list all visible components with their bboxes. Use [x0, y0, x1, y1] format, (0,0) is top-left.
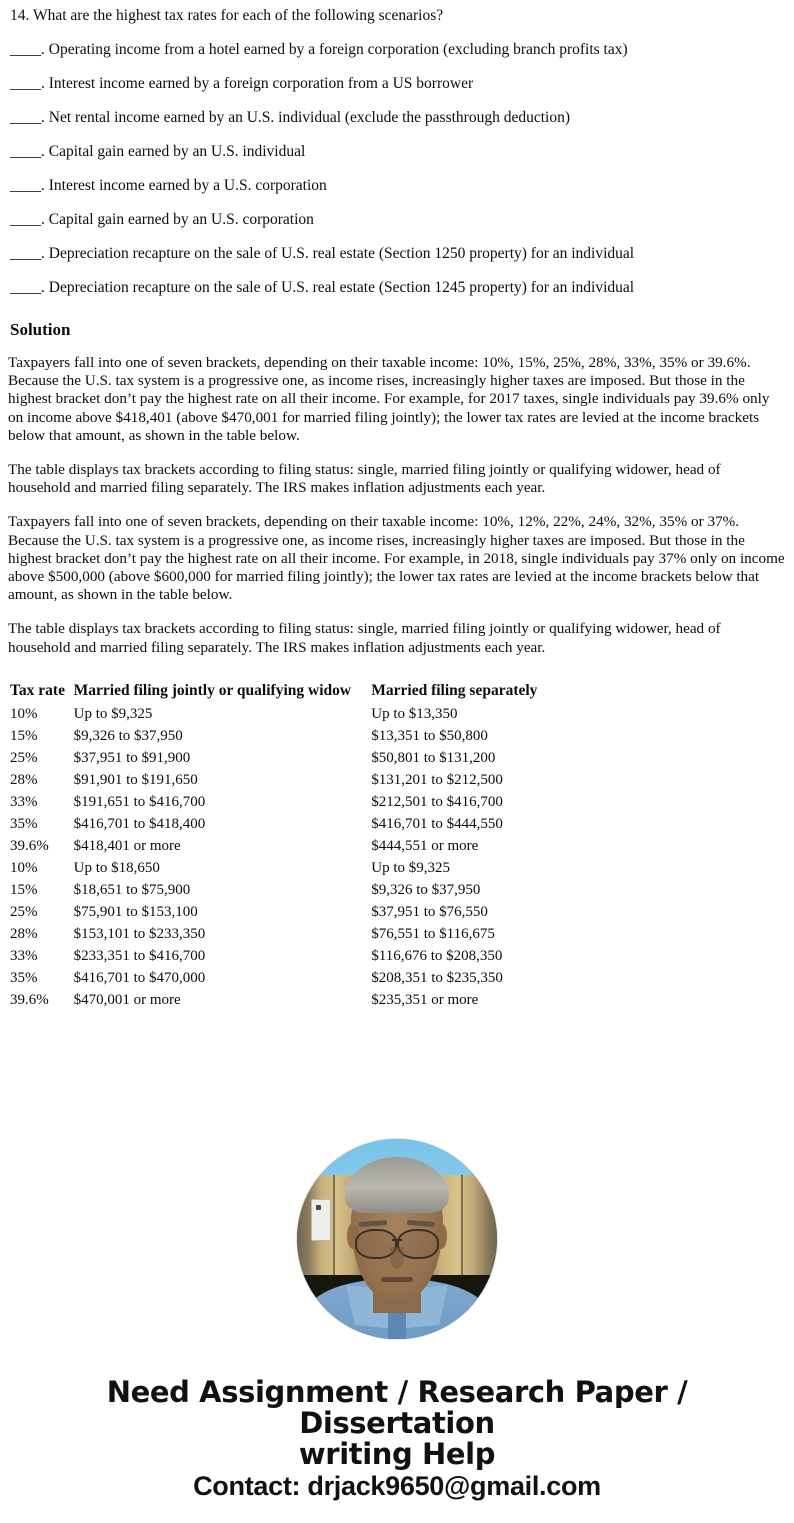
answer-blank-5[interactable]: ____. — [10, 177, 45, 194]
table-row — [10, 923, 710, 945]
cell-mfj-range: $470,001 or more — [73, 991, 181, 1008]
cell-tax-rate: 28% — [10, 771, 38, 788]
table-row — [10, 725, 710, 747]
question-section — [0, 0, 794, 298]
wall-switch-icon — [311, 1199, 331, 1241]
cell-tax-rate: 35% — [10, 969, 38, 986]
cell-mfs-range: $131,201 to $212,500 — [371, 771, 503, 788]
answer-blank-7[interactable]: ____. — [10, 245, 45, 262]
cell-mfj-range: $9,326 to $37,950 — [73, 727, 183, 744]
column-header-married-filing-jointly: Married filing jointly or qualifying widow — [73, 681, 352, 699]
tie-shape — [388, 1309, 406, 1339]
table-row — [10, 989, 710, 1011]
table-row — [10, 769, 710, 791]
footer-contact-email[interactable]: Contact: drjack9650@gmail.com — [193, 1470, 601, 1501]
cell-mfj-range: Up to $9,325 — [73, 705, 153, 722]
cell-mfs-range: $13,351 to $50,800 — [371, 727, 488, 744]
cell-mfs-range: $444,551 or more — [371, 837, 479, 854]
footer-headline-line-2: writing Help — [298, 1436, 496, 1471]
cell-mfs-range: Up to $13,350 — [371, 705, 458, 722]
table-row — [10, 901, 710, 923]
scenario-text-7: Depreciation recapture on the sale of U.S. real estate (Section 1250 property) for an individual — [48, 245, 635, 262]
table-row — [10, 945, 710, 967]
mouth-shape — [381, 1277, 413, 1282]
scenario-text-4: Capital gain earned by an U.S. individual — [48, 143, 306, 160]
cell-tax-rate: 35% — [10, 815, 38, 832]
cell-mfs-range: $416,701 to $444,550 — [371, 815, 503, 832]
footer-headline-line-1: Need Assignment / Research Paper / Dissertation — [106, 1374, 688, 1440]
cell-mfs-range: $50,801 to $131,200 — [371, 749, 496, 766]
tax-bracket-table — [10, 679, 710, 1011]
solution-paragraph-1: Taxpayers fall into one of seven brackets, depending on their taxable income: 10%, 15%, 25%, 28%, 33%, 35% or 39.6%. Because the U.S. tax system is a progressive one, as income rises, increasingly higher taxes are imposed. But those in the highest bracket don’t pay the highest rate on all their income. For example, for 2017 taxes, single individuals pay 39.6% only on income above $418,401 (above $470,001 for married filing jointly); the lower tax rates are levied at the income brackets below that amount, as shown in the table below. — [8, 354, 770, 444]
scenario-item-4 — [10, 142, 784, 162]
scenario-item-2 — [10, 74, 784, 94]
cell-mfs-range: Up to $9,325 — [371, 859, 451, 876]
cell-mfj-range: $233,351 to $416,700 — [73, 947, 206, 964]
avatar-section — [0, 1139, 794, 1339]
cell-tax-rate: 33% — [10, 793, 38, 810]
scenario-text-3: Net rental income earned by an U.S. individual (exclude the passthrough deduction) — [48, 109, 570, 126]
table-row — [10, 813, 710, 835]
solution-section — [0, 320, 794, 657]
cell-mfs-range: $37,951 to $76,550 — [371, 903, 488, 920]
table-row — [10, 835, 710, 857]
table-row — [10, 857, 710, 879]
cell-mfj-range: $416,701 to $418,400 — [73, 815, 206, 832]
cell-tax-rate: 10% — [10, 705, 38, 722]
scenario-item-1 — [10, 40, 784, 60]
table-row — [10, 791, 710, 813]
cell-tax-rate: 25% — [10, 749, 38, 766]
cell-tax-rate: 15% — [10, 881, 38, 898]
scenario-item-8 — [10, 278, 784, 298]
table-header-row — [10, 679, 710, 703]
cell-mfs-range: $235,351 or more — [371, 991, 479, 1008]
scenario-text-5: Interest income earned by a U.S. corporation — [48, 177, 327, 194]
question-prompt: 14. What are the highest tax rates for each of the following scenarios? — [10, 7, 444, 24]
scenario-item-6 — [10, 210, 784, 230]
scenario-item-7 — [10, 244, 784, 264]
cell-mfj-range: $75,901 to $153,100 — [73, 903, 198, 920]
wall-panel-divider-icon — [461, 1175, 463, 1279]
cell-tax-rate: 39.6% — [10, 991, 49, 1008]
answer-blank-4[interactable]: ____. — [10, 143, 45, 160]
cell-mfs-range: $116,676 to $208,350 — [371, 947, 503, 964]
cell-tax-rate: 33% — [10, 947, 38, 964]
scenario-text-6: Capital gain earned by an U.S. corporation — [48, 211, 314, 228]
solution-paragraph-3: Taxpayers fall into one of seven brackets, depending on their taxable income: 10%, 12%, 22%, 24%, 32%, 35% or 37%. Because the U.S. tax system is a progressive one, as income rises, increasingly higher taxes are imposed. But those in the highest bracket don’t pay the highest rate on all their income. For example, in 2018, single individuals pay 37% only on income above $500,000 (above $600,000 for married filing jointly); the lower tax rates are levied at the income brackets below that amount, as shown in the table below. — [8, 513, 785, 604]
solution-paragraph-2: The table displays tax brackets according to filing status: single, married filing jointly or qualifying widower, head of household and married filing separately. The IRS makes inflation adjustments each year. — [8, 461, 721, 497]
cell-mfj-range: $37,951 to $91,900 — [73, 749, 191, 766]
answer-blank-2[interactable]: ____. — [10, 75, 45, 92]
answer-blank-3[interactable]: ____. — [10, 109, 45, 126]
cell-mfs-range: $212,501 to $416,700 — [371, 793, 503, 810]
table-header — [10, 679, 710, 703]
table-row — [10, 703, 710, 725]
scenario-text-8: Depreciation recapture on the sale of U.S. real estate (Section 1245 property) for an individual — [48, 279, 635, 296]
table-row — [10, 879, 710, 901]
cell-tax-rate: 39.6% — [10, 837, 49, 854]
cell-mfs-range: $208,351 to $235,350 — [371, 969, 503, 986]
cell-mfj-range: $418,401 or more — [73, 837, 181, 854]
wall-panel-divider-icon — [333, 1175, 335, 1279]
cell-mfj-range: $153,101 to $233,350 — [73, 925, 206, 942]
answer-blank-6[interactable]: ____. — [10, 211, 45, 228]
cell-tax-rate: 15% — [10, 727, 38, 744]
tax-bracket-table-section — [0, 679, 794, 1011]
scenario-text-2: Interest income earned by a foreign corporation from a US borrower — [48, 75, 474, 92]
answer-blank-1[interactable]: ____. — [10, 41, 45, 58]
cell-tax-rate: 28% — [10, 925, 38, 942]
cell-mfj-range: $18,651 to $75,900 — [73, 881, 191, 898]
cell-mfj-range: $191,651 to $416,700 — [73, 793, 206, 810]
solution-paragraph-4: The table displays tax brackets according to filing status: single, married filing jointly or qualifying widower, head of household and married filing separately. The IRS makes inflation adjustments each year. — [8, 620, 721, 656]
cell-tax-rate: 10% — [10, 859, 38, 876]
column-header-tax-rate: Tax rate — [10, 681, 65, 699]
footer-contact-block — [0, 1374, 794, 1522]
table-row — [10, 747, 710, 769]
avatar — [297, 1139, 497, 1339]
nose-shape — [390, 1247, 404, 1269]
table-row — [10, 967, 710, 989]
cell-mfj-range: $91,901 to $191,650 — [73, 771, 198, 788]
scenario-text-1: Operating income from a hotel earned by a foreign corporation (excluding branch profits tax) — [48, 41, 628, 58]
cell-mfs-range: $76,551 to $116,675 — [371, 925, 495, 942]
scenario-item-3 — [10, 108, 784, 128]
scenario-item-5 — [10, 176, 784, 196]
eyeglasses-bridge-icon — [392, 1239, 402, 1241]
cell-mfj-range: $416,701 to $470,000 — [73, 969, 206, 986]
cell-mfj-range: Up to $18,650 — [73, 859, 160, 876]
solution-heading: Solution — [10, 320, 71, 339]
column-header-married-filing-separately: Married filing separately — [371, 681, 538, 699]
answer-blank-8[interactable]: ____. — [10, 279, 45, 296]
table-body — [10, 703, 710, 1011]
cell-mfs-range: $9,326 to $37,950 — [371, 881, 481, 898]
cell-tax-rate: 25% — [10, 903, 38, 920]
